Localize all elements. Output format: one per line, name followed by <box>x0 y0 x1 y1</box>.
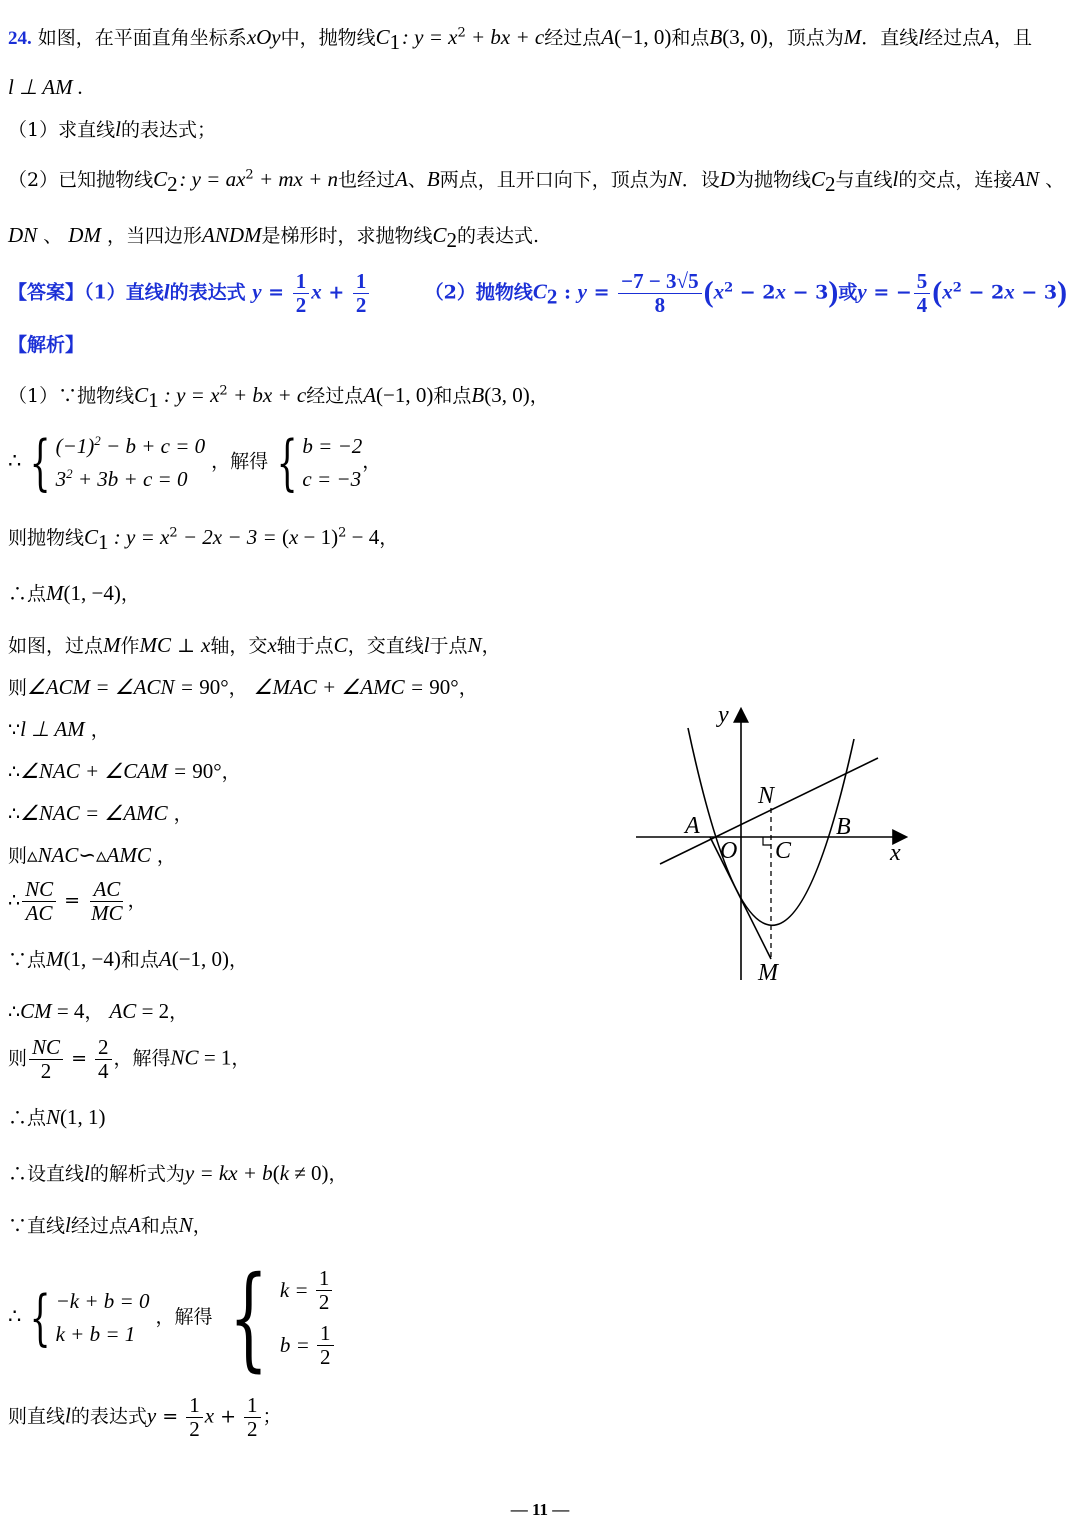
problem-number: 24. <box>8 28 32 49</box>
analysis-line-13: ∴CM = 4， AC = 2， <box>8 999 189 1023</box>
analysis-line-14: 则 $\frac{NC}{2}$ = $\frac{2}{4}$ ，解得NC = 1， <box>8 1035 251 1084</box>
text: ∵直线 <box>8 1215 66 1237</box>
parabola-figure <box>620 700 920 990</box>
analysis-line-17: ∵直线l经过点A和点N， <box>8 1213 212 1237</box>
text: 和点 <box>433 385 472 407</box>
analysis-line-5: 如图，过点M作MC ⊥ x轴，交x轴于点C，交直线l于点N， <box>8 633 501 657</box>
text: （1）直线 <box>84 281 164 304</box>
text: ，且 <box>993 27 1032 49</box>
analysis-line-9: ∴∠NAC = ∠AMC ， <box>8 801 193 825</box>
text: 则抛物线 <box>8 527 85 549</box>
text: （2）抛物线 <box>424 281 533 304</box>
text: 的表达式 <box>70 1405 147 1428</box>
text: ∴ <box>8 889 21 912</box>
text: 也经过 <box>338 169 396 191</box>
text: ．设 <box>681 169 720 191</box>
question-2: （2）已知抛物线$C_2$ : $y = ax^2$ + mx + n也经过A、B两点，且开口向下，顶点为N．设D为抛物线$C_2$与直线l的交点，连接AN 、 <box>8 167 1065 196</box>
analysis-line-12: ∵点M(1, −4)和点A(−1, 0)， <box>8 947 249 971</box>
text: ，交直线 <box>347 635 424 657</box>
text: ，顶点为 <box>767 27 844 49</box>
text: 的交点，连接 <box>898 169 1013 191</box>
text: 如图，过点 <box>8 635 104 657</box>
text: 和点 <box>671 27 710 49</box>
analysis-system-2: ∴ { −k + b = 0 k + b = 1 ，解得 { k = $\frac{1}{2}$ b = $\frac{1}{2}$ <box>8 1262 336 1374</box>
label-b: B <box>836 814 851 840</box>
text: ∴ <box>8 803 21 825</box>
analysis-line-4: ∴点M(1, −4)， <box>8 581 140 605</box>
text: 或 <box>838 281 858 304</box>
text: 和点 <box>140 1215 179 1237</box>
text: 与直线 <box>835 169 893 191</box>
line-l <box>660 758 878 864</box>
analysis-line-8: ∴∠NAC + ∠CAM = 90°， <box>8 759 241 783</box>
text: ∵ <box>8 719 21 741</box>
analysis-line-11: ∴ $\frac{NC}{AC}$ = $\frac{AC}{MC}$ ， <box>8 877 147 926</box>
analysis-line-16: ∴设直线l的解析式为y = kx + b(k ≠ 0)， <box>8 1161 348 1185</box>
text: ∴ <box>8 1001 21 1023</box>
text: （2）已知抛物线 <box>8 169 154 191</box>
question-2-cont: DN 、 DM ，当四边形ANDM是梯形时，求抛物线$C_2$的表达式. <box>8 223 540 252</box>
text: ，解得 <box>113 1047 171 1070</box>
problem-line-1: 24. 如图，在平面直角坐标系xOy中，抛物线$C_1$ : $y = x^2$ + bx + c经过点A(−1, 0)和点B(3, 0)，顶点为M．直线l经过点A，且 <box>8 25 1032 54</box>
answer-line: 【答案】（1）直线l的表达式 y = $\frac{1}{2}$ x + $\frac{1}{2}$ （2）抛物线$C_2$ : y = $\frac{-7 - 3√5}{8}$ $(x^2 - 2x - 3)$或y = − $\frac{5}{4}$ $(x^2 - 2x - 3)$ <box>8 269 1068 318</box>
text: （1）求直线 <box>8 119 116 141</box>
text: ∴ <box>8 761 21 783</box>
text: ∴点 <box>8 1107 47 1129</box>
text: 如图，在平面直角坐标系 <box>37 27 247 49</box>
text: 则直线 <box>8 1405 66 1428</box>
text: 是梯形时，求抛物线 <box>261 225 433 247</box>
analysis-line-6: 则∠ACM = ∠ACN = 90°， ∠MAC + ∠AMC = 90°， <box>8 675 478 699</box>
label-m: M <box>758 960 778 986</box>
text: ，解得 <box>155 1306 213 1328</box>
analysis-line-1: （1）∵抛物线$C_1$ : $y = x^2$ + bx + c经过点A(−1, 0)和点B(3, 0)， <box>8 383 549 412</box>
analysis-line-15: ∴点N(1, 1) <box>8 1105 106 1129</box>
label-n: N <box>758 783 775 809</box>
text: ，解得 <box>211 450 269 473</box>
text: 于点 <box>429 635 468 657</box>
text: 为抛物线 <box>734 169 811 191</box>
text: 中，抛物线 <box>280 27 376 49</box>
analysis-line-7: ∵l ⊥ AM ， <box>8 717 110 741</box>
text: ∴点 <box>8 583 47 605</box>
page-number: — 11 — <box>510 1500 570 1519</box>
problem-line-2: l ⊥ AM . <box>8 75 84 99</box>
analysis-line-10: 则▵NAC∽▵AMC ， <box>8 843 176 867</box>
text: 的表达式. <box>457 225 540 247</box>
label-a: A <box>685 813 700 839</box>
text: 经过点 <box>924 27 982 49</box>
analysis-line-19: 则直线l的表达式y = $\frac{1}{2}$ x + $\frac{1}{2}$ ； <box>8 1393 282 1442</box>
text: 则 <box>8 1047 28 1070</box>
label-o: O <box>720 838 738 864</box>
label-c: C <box>775 838 792 864</box>
text: 的解析式为 <box>89 1163 185 1185</box>
text: 则 <box>8 677 28 699</box>
text: ∵点 <box>8 949 47 971</box>
text: 的表达式； <box>120 119 216 141</box>
text: 轴于点 <box>276 635 334 657</box>
text: 经过点 <box>70 1215 128 1237</box>
analysis-line-3: 则抛物线$C_1$ : $y = x^2 - 2x - 3 = (x - 1)^2 - 4$， <box>8 525 399 554</box>
text: 当四边形 <box>126 225 203 247</box>
text: 两点，且开口向下，顶点为 <box>439 169 668 191</box>
label-y: y <box>718 702 729 728</box>
text: 和点 <box>120 949 159 971</box>
analysis-label: 【解析】 <box>8 334 85 356</box>
text: 经过点 <box>306 385 364 407</box>
text: （1）∵抛物线 <box>8 385 135 407</box>
question-1: （1）求直线l的表达式； <box>8 117 216 141</box>
text: 经过点 <box>544 27 602 49</box>
text: 作 <box>120 635 140 657</box>
text: 的表达式 <box>169 281 246 304</box>
text: 轴，交 <box>210 635 268 657</box>
answer-label: 【答案】 <box>8 281 85 304</box>
text: ．直线 <box>861 27 919 49</box>
label-x: x <box>890 840 901 866</box>
text: 则 <box>8 845 28 867</box>
right-angle-mark <box>763 837 771 845</box>
analysis-system-1: ∴ { $(-1)^2 - b + c = 0$ $3^2 + 3b + c = 0$ ，解得 { b = −2 c = −3 ， <box>8 427 382 498</box>
text: ∴设直线 <box>8 1163 85 1185</box>
